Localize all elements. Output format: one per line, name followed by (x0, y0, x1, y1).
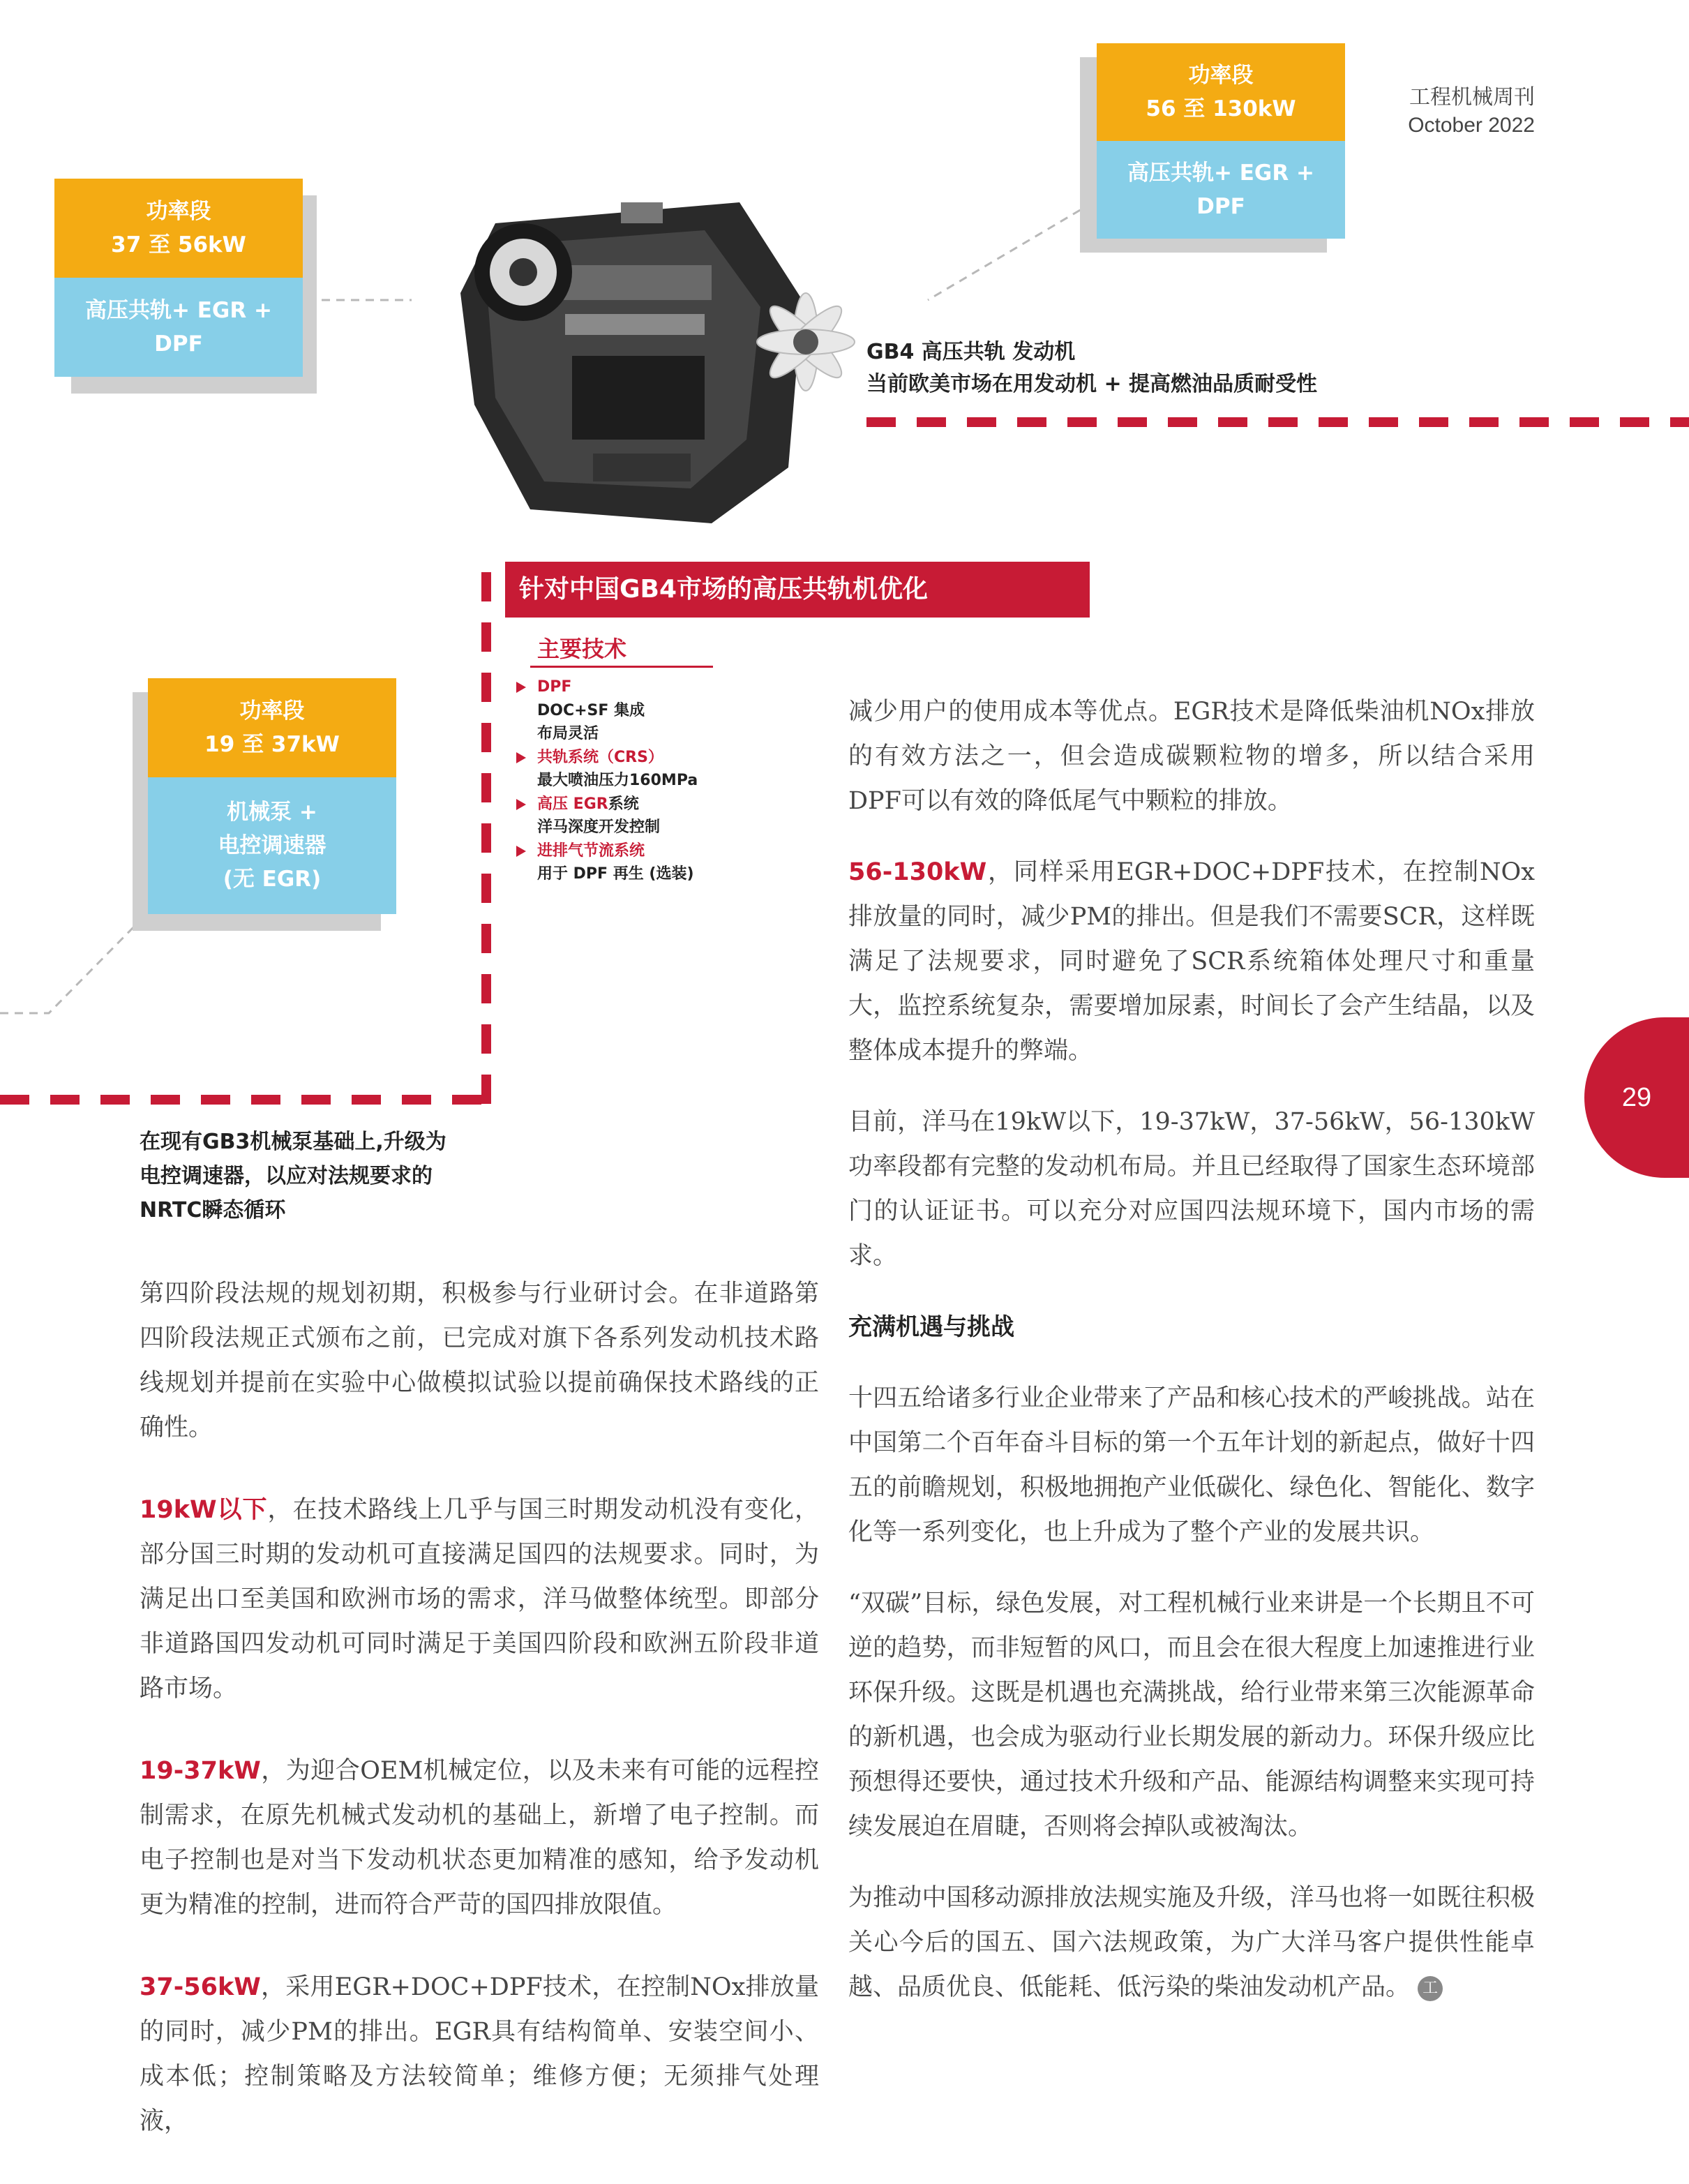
left-column (140, 1271, 819, 2144)
tech-line: DPF (1196, 194, 1245, 219)
paragraph (140, 1965, 819, 2144)
tech-line: 高压共轨+ EGR + (84, 298, 273, 323)
power-box-37-56 (54, 179, 317, 394)
power-range: 56 至 130kW (1146, 96, 1296, 121)
power-range-header (54, 179, 303, 278)
tech-line: 电控调速器 (218, 833, 326, 858)
tech-block (148, 777, 396, 914)
arrow-icon (516, 846, 526, 857)
tech-line: 机械泵 + (227, 800, 317, 825)
engine-image (412, 174, 872, 537)
paragraph: 减少用户的使用成本等优点。EGR技术是降低柴油机NOx排放的有效方法之一，但会造成碳颗粒物的增多，所以结合采用DPF可以有效的降低尾气中颗粒的排放。 (848, 698, 1535, 815)
power-keyword: 56-130kW (848, 858, 987, 886)
power-keyword: 37-56kW (140, 1973, 261, 2001)
caption-line: 当前欧美市场在用发动机 + 提高燃油品质耐受性 (866, 372, 1318, 396)
magazine-name: 工程机械周刊 (1409, 86, 1535, 109)
tech-item-label: DPF (537, 678, 572, 696)
paragraph-text: ，为迎合OEM机械定位，以及未来有可能的远程控制需求，在原先机械式发动机的基础上，新增了电子控制。而电子控制也是对当下发动机状态更加精准的感知，给予发动机更为精准的控制，进而符合严苛的国四排放限值。 (140, 1757, 819, 1919)
tech-item-egr (516, 793, 726, 839)
power-range-header (148, 678, 396, 777)
tech-item-detail: DOC+SF 集成 (537, 701, 645, 719)
paragraph-text: 为推动中国移动源排放法规实施及升级，洋马也将一如既往积极关心今后的国五、国六法规政策，为广大洋马客户提供性能卓越、品质优良、低能耗、低污染的柴油发动机产品。 (848, 1884, 1535, 2001)
paragraph-text: ，同样采用EGR+DOC+DPF技术，在控制NOx排放量的同时，减少PM的排出。但是我们不需要SCR，这样既满足了法规要求，同时避免了SCR系统箱体处理尺寸和重量大，监控系统复杂，需要增加尿素，时间长了会产生结晶，以及整体成本提升的弊端。 (848, 858, 1535, 1065)
tech-line: (无 EGR) (223, 867, 322, 892)
power-label: 功率段 (146, 199, 211, 224)
arrow-icon (516, 752, 526, 763)
tech-item-crs (516, 746, 726, 793)
power-keyword: 19-37kW (140, 1757, 261, 1785)
tech-item-detail: 洋马深度开发控制 (537, 818, 661, 836)
arrow-icon (516, 682, 526, 693)
magazine-header (1408, 84, 1535, 140)
power-range: 19 至 37kW (204, 732, 340, 757)
engine-caption (866, 336, 1317, 401)
tech-heading-underline (530, 666, 713, 668)
note-line: 在现有GB3机械泵基础上,升级为 (140, 1130, 446, 1154)
paragraph-text: ，在技术路线上几乎与国三时期发动机没有变化，部分国三时期的发动机可直接满足国四的法规要求。同时，为满足出口至美国和欧洲市场的需求，洋马做整体统型。即部分非道路国四发动机可同时满足于美国四阶段和欧洲五阶段非道路市场。 (140, 1496, 819, 1703)
paragraph: “双碳”目标，绿色发展，对工程机械行业来讲是一个长期且不可逆的趋势，而非短暂的风口，而且会在很大程度上加速推进行业环保升级。这既是机遇也充满挑战，给行业带来第三次能源革命的新机遇，也会成为驱动行业长期发展的新动力。环保升级应比预想得还要快，通过技术升级和产品、能源结构调整来实现可持续发展迫在眉睫，否则将会掉队或被淘汰。 (848, 1590, 1535, 1841)
tech-item-throttle (516, 839, 726, 886)
tech-list (516, 675, 726, 886)
tech-block (1097, 141, 1345, 239)
paragraph (140, 1749, 819, 1927)
power-box-19-37 (133, 678, 398, 931)
section-heading: 充满机遇与挑战 (848, 1313, 1014, 1341)
issue-date: October 2022 (1408, 114, 1535, 137)
gb3-upgrade-note (140, 1125, 530, 1227)
tech-item-label: 共轨系统（CRS） (537, 748, 663, 766)
note-line: NRTC瞬态循环 (140, 1198, 286, 1222)
paragraph (140, 1488, 819, 1711)
tech-line: 高压共轨+ EGR + (1127, 160, 1315, 186)
power-label: 功率段 (239, 698, 305, 724)
paragraph: 十四五给诸多行业企业带来了产品和核心技术的严峻挑战。站在中国第二个百年奋斗目标的第一个五年计划的新起点，做好十四五的前瞻规划，积极地拥抱产业低碳化、绿色化、智能化、数字化等一系列变化，也上升成为了整个产业的发展共识。 (848, 1384, 1535, 1546)
tech-item-label-suffix: 系统 (608, 795, 639, 813)
tech-item-detail: 用于 DPF 再生 (选装) (537, 865, 694, 883)
power-label: 功率段 (1188, 63, 1254, 88)
tech-item-detail: 布局灵活 (537, 725, 599, 742)
tech-item-dpf (516, 675, 726, 746)
section-title: 针对中国GB4市场的高压共轨机优化 (505, 562, 1090, 618)
tech-line: DPF (154, 331, 203, 357)
right-column (848, 689, 1535, 2010)
power-keyword: 19kW以下 (140, 1496, 268, 1524)
power-box-56-130 (1097, 43, 1362, 253)
paragraph-text: ，采用EGR+DOC+DPF技术，在控制NOx排放量的同时，减少PM的排出。EGR具有结构简单、安装空间小、成本低；控制策略及方法较简单；维修方便；无须排气处理液， (140, 1973, 819, 2135)
paragraph (848, 1876, 1535, 2010)
tech-item-label: 进排气节流系统 (537, 842, 645, 860)
note-line: 电控调速器，以应对法规要求的 (140, 1164, 433, 1188)
power-range: 37 至 56kW (111, 232, 246, 257)
tech-item-label: 高压 EGR (537, 795, 608, 813)
power-range-header (1097, 43, 1345, 141)
page-number: 29 (1584, 1017, 1689, 1178)
tech-heading: 主要技术 (537, 636, 627, 662)
arrow-icon (516, 799, 526, 810)
paragraph (848, 850, 1535, 1073)
paragraph: 目前，洋马在19kW以下，19-37kW，37-56kW，56-130kW功率段都有完整的发动机布局。并且已经取得了国家生态环境部门的认证证书。可以充分对应国四法规环境下，国内市场的需求。 (848, 1108, 1535, 1270)
tech-block (54, 278, 303, 377)
end-mark-icon: 工 (1418, 1976, 1443, 2001)
caption-line: GB4 高压共轨 发动机 (866, 340, 1076, 364)
paragraph: 第四阶段法规的规划初期，积极参与行业研讨会。在非道路第四阶段法规正式颁布之前，已完成对旗下各系列发动机技术路线规划并提前在实验中心做模拟试验以提前确保技术路线的正确性。 (140, 1280, 819, 1442)
tech-item-detail: 最大喷油压力160MPa (537, 772, 698, 789)
